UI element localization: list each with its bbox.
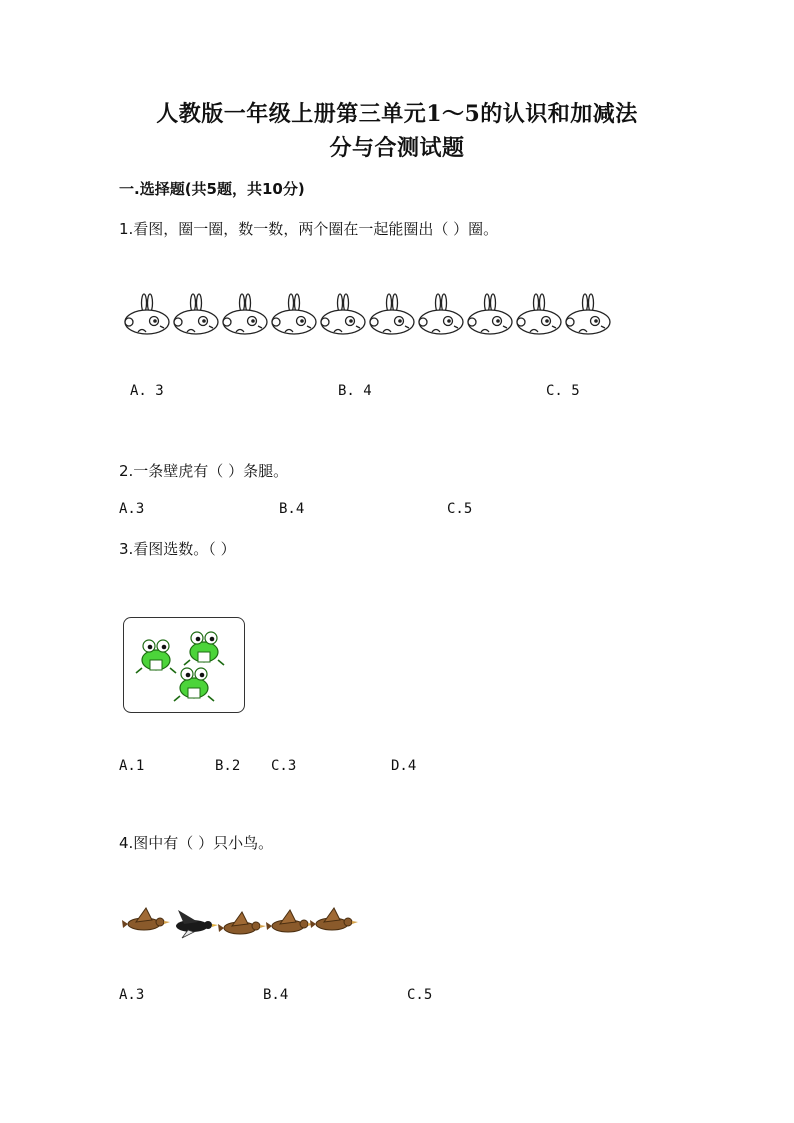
question-2-option-a[interactable]: A.3 [119, 501, 145, 517]
bird-icon [310, 908, 358, 930]
bird-icon [176, 910, 218, 938]
question-2-stem: 2.一条壁虎有（ ）条腿。 [119, 462, 289, 480]
rabbit-icon [517, 294, 561, 334]
bird-icon [122, 908, 170, 930]
page-title-line2: 分与合测试题 [329, 135, 465, 161]
question-4-option-a[interactable]: A.3 [119, 987, 145, 1003]
frogs-figure [123, 617, 245, 713]
rabbit-icon [223, 294, 267, 334]
frog-icon [184, 632, 224, 665]
birds-figure [120, 900, 360, 944]
bird-icon [266, 910, 314, 932]
rabbit-icon [174, 294, 218, 334]
rabbit-icon [468, 294, 512, 334]
question-3-option-a[interactable]: A.1 [119, 758, 145, 774]
question-3-option-c[interactable]: C.3 [271, 758, 297, 774]
question-3-option-d[interactable]: D.4 [391, 758, 417, 774]
bird-icon [218, 912, 266, 934]
rabbit-icon [566, 294, 610, 334]
section-heading: 一.选择题(共5题，共10分) [119, 180, 305, 198]
question-3-option-b[interactable]: B.2 [215, 758, 241, 774]
question-2-option-c[interactable]: C.5 [447, 501, 473, 517]
frog-icon [136, 640, 176, 673]
rabbits-figure [120, 292, 620, 336]
question-1-option-a[interactable]: A. 3 [130, 383, 164, 399]
question-1-stem: 1.看图，圈一圈，数一数，两个圈在一起能圈出（ ）圈。 [119, 220, 499, 238]
rabbit-icon [419, 294, 463, 334]
question-1-option-b[interactable]: B. 4 [338, 383, 372, 399]
question-4-stem: 4.图中有（ ）只小鸟。 [119, 834, 274, 852]
question-2-option-b[interactable]: B.4 [279, 501, 305, 517]
question-1-option-c[interactable]: C. 5 [546, 383, 580, 399]
rabbit-icon [321, 294, 365, 334]
page-title-line1: 人教版一年级上册第三单元1～5的认识和加减法 [156, 101, 638, 127]
question-3-stem: 3.看图选数。（ ） [119, 540, 236, 558]
frog-icon [174, 668, 214, 701]
rabbit-icon [125, 294, 169, 334]
question-4-option-c[interactable]: C.5 [407, 987, 433, 1003]
rabbit-icon [370, 294, 414, 334]
rabbit-icon [272, 294, 316, 334]
question-4-option-b[interactable]: B.4 [263, 987, 289, 1003]
